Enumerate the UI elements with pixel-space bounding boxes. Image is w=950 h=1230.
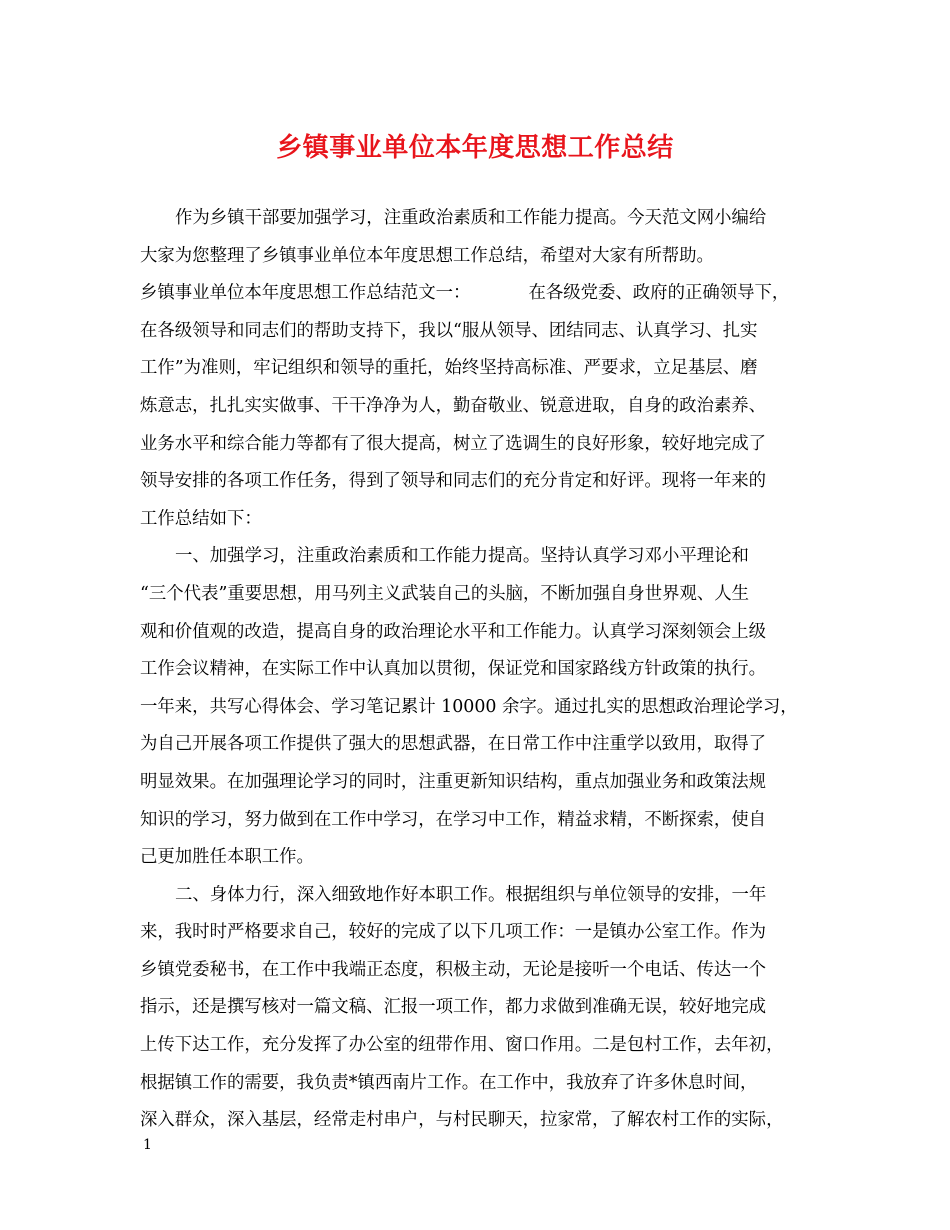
body-line: “三个代表”重要思想，用马列主义武装自己的头脑，不断加强自身世界观、人生 <box>140 583 750 604</box>
body-line: 工作总结如下： <box>140 508 262 529</box>
body-line: 炼意志，扎扎实实做事、干干净净为人，勤奋敬业、锐意进取，自身的政治素养、 <box>140 395 767 416</box>
body-line: 己更加胜任本职工作。 <box>140 847 314 868</box>
body-line: 明显效果。在加强理论学习的同时，注重更新知识结构，重点加强业务和政策法规 <box>140 771 767 792</box>
body-line: 一、加强学习，注重政治素质和工作能力提高。坚持认真学习邓小平理论和 <box>175 546 749 567</box>
body-line: 上传下达工作，充分发挥了办公室的纽带作用、窗口作用。二是包村工作，去年初， <box>140 1035 784 1056</box>
body-line: 大家为您整理了乡镇事业单位本年度思想工作总结，希望对大家有所帮助。 <box>140 245 714 266</box>
body-line: 指示，还是撰写核对一篇文稿、汇报一项工作，都力求做到准确无误，较好地完成 <box>140 997 767 1018</box>
body-line: 来，我时时严格要求自己，较好的完成了以下几项工作：一是镇办公室工作。作为 <box>140 922 767 943</box>
body-text: 在各级党委、政府的正确领导下， <box>528 283 790 304</box>
body-line: 为自己开展各项工作提供了强大的思想武器，在日常工作中注重学以致用，取得了 <box>140 734 767 755</box>
body-line-combined <box>140 275 820 313</box>
body-line: 根据镇工作的需要，我负责*镇西南片工作。在工作中，我放弃了许多休息时间， <box>140 1072 758 1093</box>
body-line: 知识的学习，努力做到在工作中学习，在学习中工作，精益求精，不断探索，使自 <box>140 809 767 830</box>
body-line: 工作”为准则，牢记组织和领导的重托，始终坚持高标准、严要求，立足基层、磨 <box>140 358 758 379</box>
body-line: 业务水平和综合能力等都有了很大提高，树立了选调生的良好形象，较好地完成了 <box>140 433 767 454</box>
body-line: 一年来，共写心得体会、学习笔记累计 10000 余字。通过扎实的思想政治理论学习， <box>140 696 798 717</box>
body-line: 领导安排的各项工作任务，得到了领导和同志们的充分肯定和好评。现将一年来的 <box>140 471 767 492</box>
body-line: 在各级领导和同志们的帮助支持下，我以“服从领导、团结同志、认真学习、扎实 <box>140 320 758 341</box>
section-heading: 乡镇事业单位本年度思想工作总结范文一： <box>140 283 471 304</box>
body-line: 二、身体力行，深入细致地作好本职工作。根据组织与单位领导的安排，一年 <box>175 884 767 905</box>
document-body <box>140 200 820 1140</box>
body-line: 观和价值观的改造，提高自身的政治理论水平和工作能力。认真学习深刻领会上级 <box>140 621 767 642</box>
body-line: 深入群众，深入基层，经常走村串户，与村民聊天，拉家常，了解农村工作的实际， <box>140 1110 784 1131</box>
body-line: 作为乡镇干部要加强学习，注重政治素质和工作能力提高。今天范文网小编给 <box>175 208 767 228</box>
body-line: 乡镇党委秘书，在工作中我端正态度，积极主动，无论是接听一个电话、传达一个 <box>140 959 767 980</box>
body-line: 工作会议精神，在实际工作中认真加以贯彻，保证党和国家路线方针政策的执行。 <box>140 659 767 680</box>
page-number: 1 <box>143 1137 152 1153</box>
document-title: 乡镇事业单位本年度思想工作总结 <box>276 133 674 163</box>
